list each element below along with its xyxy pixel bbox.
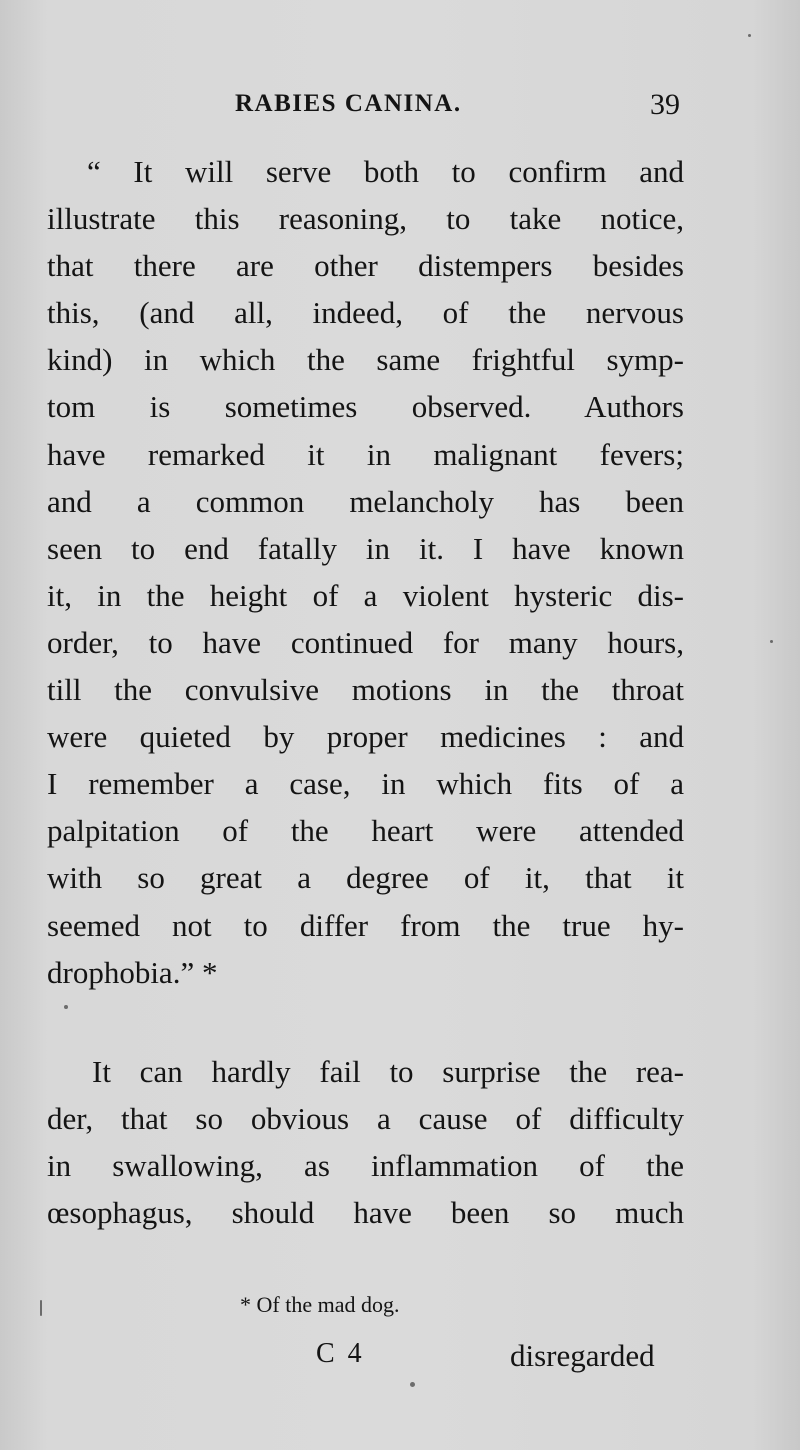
text-line: were quieted by proper medicines : and [47, 719, 684, 755]
catchword: disregarded [510, 1338, 655, 1373]
page-header [0, 88, 800, 128]
paper-speck [64, 1005, 68, 1009]
text-line: seemed not to differ from the true hy- [47, 907, 684, 943]
text-line: have remarked it in malignant fevers; [47, 436, 684, 472]
text-line: and a common melancholy has been [47, 483, 684, 519]
paragraph-2 [47, 1048, 684, 1236]
paragraph-1 [47, 148, 684, 996]
paper-speck [40, 1300, 42, 1316]
text-line: this, (and all, indeed, of the nervous [47, 295, 684, 331]
text-line: in swallowing, as inflammation of the [47, 1148, 684, 1184]
paper-speck [410, 1382, 415, 1387]
text-line: that there are other distempers besides [47, 248, 684, 284]
text-line: palpitation of the heart were attended [47, 813, 684, 849]
text-line: kind) in which the same frightful symp- [47, 342, 684, 378]
paper-speck [748, 34, 751, 37]
text-line: illustrate this reasoning, to take notice, [47, 201, 684, 237]
text-line: œsophagus, should have been so much [47, 1195, 684, 1231]
text-line: it, in the height of a violent hysteric dis- [47, 577, 684, 613]
text-line: till the convulsive motions in the throat [47, 672, 684, 708]
running-head: RABIES CANINA. [235, 90, 462, 117]
page-number: 39 [650, 88, 680, 121]
footnote: * Of the mad dog. [240, 1292, 400, 1317]
text-line: tom is sometimes observed. Authors [47, 389, 684, 425]
text-line: It can hardly fail to surprise the rea- [92, 1054, 684, 1089]
text-line: “ It will serve both to confirm and [87, 154, 684, 189]
text-line: seen to end fatally in it. I have known [47, 530, 684, 566]
signature-mark: C 4 [316, 1338, 365, 1369]
text-line: I remember a case, in which fits of a [47, 766, 684, 802]
text-line: drophobia.” * [47, 954, 218, 990]
text-line: der, that so obvious a cause of difficulty [47, 1101, 684, 1137]
paper-speck [770, 640, 773, 643]
text-line: with so great a degree of it, that it [47, 860, 684, 896]
text-line: order, to have continued for many hours, [47, 624, 684, 660]
